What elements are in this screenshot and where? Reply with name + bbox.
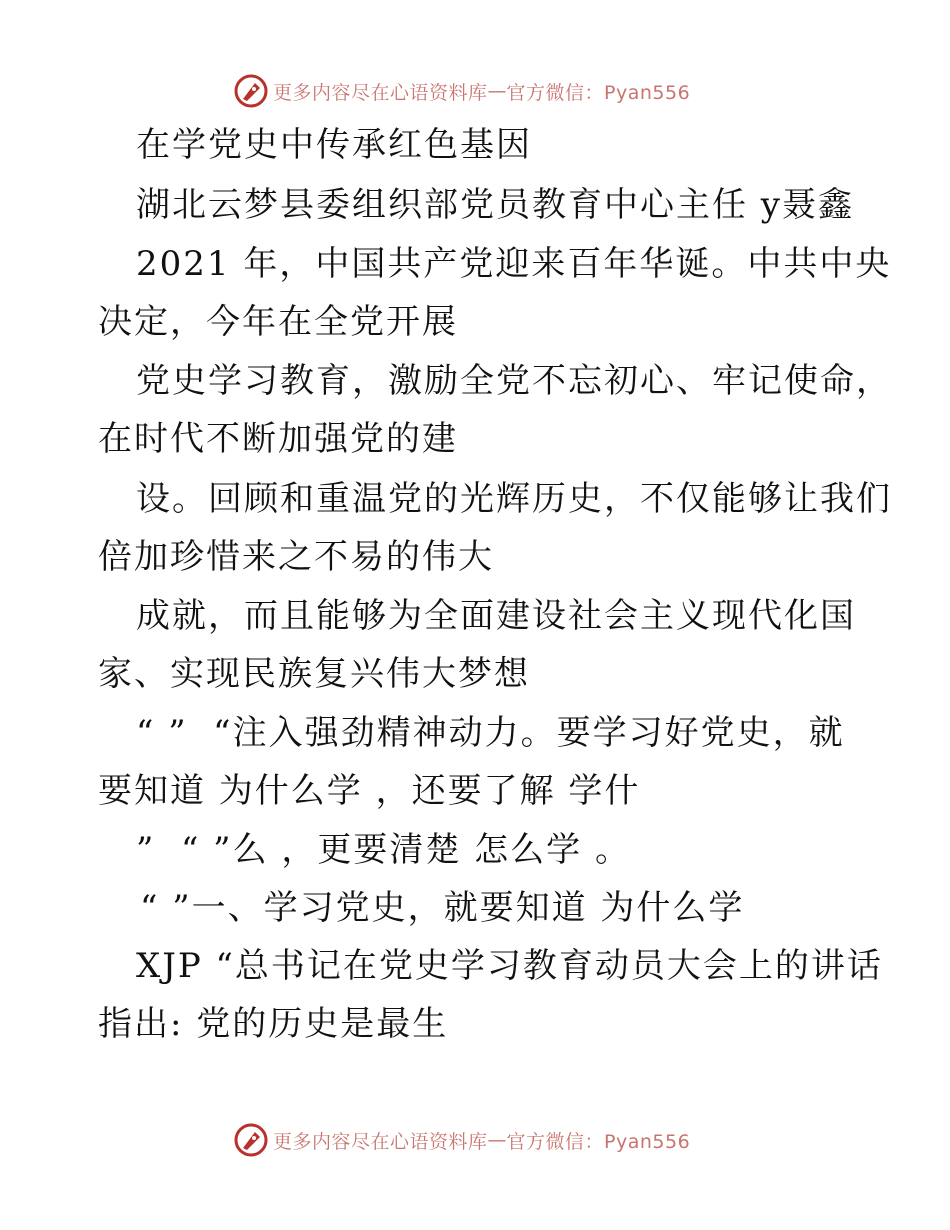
pen-nib-seal-icon — [233, 1122, 269, 1158]
watermark-separator: — — [487, 80, 507, 102]
paragraph-line: 家、实现民族复兴伟大梦想 — [98, 654, 530, 694]
paragraph-line: 2021 年，中国共产党迎来百年华诞。中共中央 — [136, 244, 892, 284]
paragraph-line: XJP “总书记在党史学习教育动员大会上的讲话 — [136, 946, 883, 986]
paragraph-line: 倍加珍惜来之不易的伟大 — [98, 537, 494, 577]
watermark-contact: 官方微信：Pyan556 — [506, 1130, 691, 1153]
paragraph-line: 设。回顾和重温党的光辉历史，不仅能够让我们 — [136, 479, 892, 519]
watermark-banner-bottom — [233, 1120, 690, 1160]
paragraph-line: 要知道 为什么学 ，还要了解 学什 — [98, 771, 641, 811]
section-heading: “ ”一、学习党史，就要知道 为什么学 — [140, 888, 745, 928]
paragraph-line: “ ” “注入强劲精神动力。要学习好党史，就 — [136, 713, 845, 753]
watermark-text: 更多内容尽在心语资料库 — [273, 81, 488, 104]
paragraph-line: 在时代不断加强党的建 — [98, 419, 458, 459]
watermark-banner-top — [233, 71, 690, 111]
watermark-text: 更多内容尽在心语资料库 — [273, 1130, 488, 1153]
paragraph-line: 指出: 党的历史是最生 — [98, 1004, 449, 1044]
watermark-separator: — — [487, 1129, 507, 1151]
paragraph-line: 党史学习教育，激励全党不忘初心、牢记使命， — [136, 361, 892, 401]
document-title: 在学党史中传承红色基因 — [136, 125, 532, 165]
paragraph-line: ” “ ”么 ，更要清楚 怎么学 。 — [136, 830, 631, 870]
paragraph-line: 成就，而且能够为全面建设社会主义现代化国 — [136, 596, 856, 636]
pen-nib-seal-icon — [233, 73, 269, 109]
paragraph-line: 决定，今年在全党开展 — [98, 302, 458, 342]
document-byline: 湖北云梦县委组织部党员教育中心主任 y聂鑫 — [136, 185, 855, 225]
watermark-contact: 官方微信：Pyan556 — [506, 81, 691, 104]
